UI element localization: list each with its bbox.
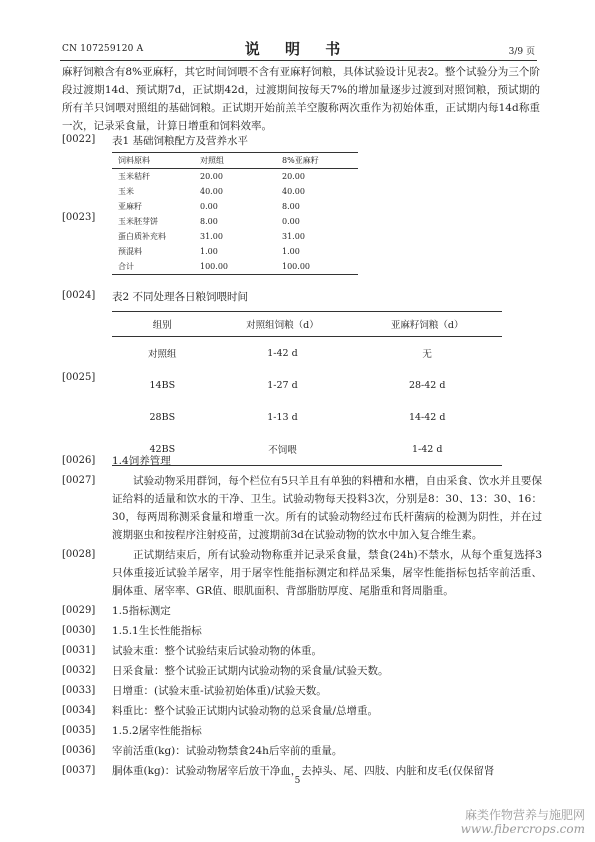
table1-cell: 0.00 <box>200 202 218 211</box>
table2-cell: 28BS <box>149 411 176 423</box>
paragraph-tag: [0026] <box>62 455 96 466</box>
paragraph-tag: [0029] <box>62 605 96 616</box>
paragraph <box>62 742 542 760</box>
paragraph-tag: [0024] <box>62 290 96 301</box>
table1-row <box>112 169 358 185</box>
watermark <box>461 808 585 836</box>
table2-cell: 不饲喂 <box>213 433 353 466</box>
paragraph <box>62 602 542 620</box>
table2 <box>112 311 502 466</box>
table1-header-cell: 饲料原料 <box>112 153 194 169</box>
table1-cell: 100.00 <box>276 259 358 275</box>
paragraph-tag: [0034] <box>62 705 96 716</box>
table1-row <box>112 199 358 214</box>
paragraph-text: 正试期结束后，所有试验动物称重并记录采食量，禁食(24h)不禁水，从每个重复选择3只体重接近试验羊屠宰，用于屠宰性能指标测定和样品采集，屠宰性能指标包括宰前活重、胴体重、屠宰率、GR值、眼肌面积、背部脂肪厚度、尾脂重和肾周脂重。 <box>112 549 542 597</box>
paragraph-tag: [0028] <box>62 549 96 560</box>
paragraph-text: 1.5指标测定 <box>112 605 171 617</box>
document-title: 说 明 书 <box>244 40 351 58</box>
table2-row <box>112 401 502 433</box>
table1-cell: 0.00 <box>282 217 300 226</box>
paragraph-tag: [0031] <box>62 645 96 656</box>
paragraph-tag: [0033] <box>62 685 96 696</box>
table1-row <box>112 214 358 229</box>
paragraph-tag: [0025] <box>62 372 96 383</box>
paragraph <box>62 642 542 660</box>
paragraph-tag: [0023] <box>62 212 96 223</box>
table2-cell: 对照组 <box>148 349 177 360</box>
watermark-title: 麻类作物营养与施肥网 <box>464 808 585 822</box>
table1-row <box>112 184 358 199</box>
paragraph-text: 1.5.2屠宰性能指标 <box>112 725 202 737</box>
paragraph-text: 胴体重(kg)：试验动物屠宰后放干净血，去掉头、尾、四肢、内脏和皮毛(仅保留肾 <box>112 765 495 777</box>
paragraph-text: 试验动物采用群饲，每个栏位有5只羊且有单独的料槽和水槽，自由采食、饮水并且要保证给料的适量和饮水的干净、卫生。试验动物每天投料3次，分别是8：30、13：30、16：30，每两周称测采食量和增重一次。所有的试验动物经过布氏杆菌病的检测为阴性，并在过渡期驱虫和按程序注射疫苗，过渡期前3d在试验动物的饮水中加入复合维生素。 <box>112 475 542 541</box>
paragraph <box>62 702 542 720</box>
paragraph-tag: [0027] <box>62 475 96 486</box>
table1-header-cell: 8%亚麻籽 <box>276 153 358 169</box>
table1-cell: 20.00 <box>200 172 223 181</box>
paragraph-tag: [0035] <box>62 725 96 736</box>
table1-cell: 100.00 <box>194 259 276 275</box>
table1-cell: 玉米秸秆 <box>118 172 150 181</box>
table1-cell: 预混料 <box>118 247 142 256</box>
body-paragraphs <box>62 452 542 780</box>
paragraph-tag: [0032] <box>62 665 96 676</box>
paragraph-tag: [0030] <box>62 625 96 636</box>
table2-header-cell: 对照组饲粮（d） <box>213 312 353 337</box>
paragraph-tag: [0036] <box>62 745 96 756</box>
table1-header-cell: 对照组 <box>194 153 276 169</box>
table2-cell: 1-27 d <box>267 379 298 391</box>
table2-cell: 14BS <box>149 379 176 391</box>
table2-header-cell: 组别 <box>112 312 213 337</box>
paragraph <box>62 622 542 640</box>
table1-cell: 31.00 <box>200 232 223 241</box>
paragraph-text: 1.5.1生长性能指标 <box>112 625 202 637</box>
paragraph <box>62 546 542 600</box>
page-number: 5 <box>294 776 301 786</box>
table1-cell: 40.00 <box>282 187 305 196</box>
table2-cell: 1-42 d <box>267 347 298 359</box>
table1-cell: 亚麻籽 <box>118 202 142 211</box>
paragraph <box>62 722 542 740</box>
table1-cell: 合计 <box>112 259 194 275</box>
paragraph-text: 日增重：(试验末重-试验初始体重)/试验天数。 <box>112 685 327 697</box>
table1-row <box>112 259 358 275</box>
paragraph-tag: [0022] <box>62 134 96 145</box>
table2-header-cell: 亚麻籽饲粮（d） <box>352 312 502 337</box>
paragraph-text: 料重比：整个试验正试期内试验动物的总采食量/总增重。 <box>112 705 379 717</box>
table1-header-row <box>112 153 358 169</box>
table1-cell: 1.00 <box>200 247 218 256</box>
paragraph-text: 日采食量：整个试验正试期内试验动物的采食量/试验天数。 <box>112 665 389 677</box>
table1-cell: 8.00 <box>200 217 218 226</box>
paragraph-text: 试验末重：整个试验结束后试验动物的体重。 <box>112 645 322 657</box>
table1-row <box>112 229 358 244</box>
table1-cell: 1.00 <box>282 247 300 256</box>
document-number: CN 107259120 A <box>62 44 144 54</box>
table2-row <box>112 369 502 401</box>
table2-row <box>112 337 502 370</box>
table2-cell: 1-13 d <box>267 411 298 423</box>
paragraph <box>62 472 542 544</box>
page-info: 3/9 页 <box>508 47 535 57</box>
table1-cell: 31.00 <box>282 232 305 241</box>
table2-cell: 42BS <box>112 433 213 466</box>
table1-cell: 20.00 <box>282 172 305 181</box>
table2-cell: 28-42 d <box>408 379 446 391</box>
header-divider <box>60 60 537 61</box>
paragraph-text: 宰前活重(kg)：试验动物禁食24h后宰前的重量。 <box>112 745 343 757</box>
table1 <box>112 152 358 275</box>
table1-caption: 表1 基础饲粮配方及营养水平 <box>112 135 249 147</box>
table2-cell: 无 <box>422 349 432 360</box>
paragraph-tag: [0037] <box>62 765 96 776</box>
table2-cell: 14-42 d <box>408 411 446 423</box>
table1-cell: 玉米胚芽饼 <box>118 217 158 226</box>
table2-header-row <box>112 312 502 337</box>
paragraph-text: 1.4饲养管理 <box>112 455 171 467</box>
table1-cell: 8.00 <box>282 202 300 211</box>
table2-cell: 1-42 d <box>352 433 502 466</box>
table1-cell: 玉米 <box>118 187 134 196</box>
table1-cell: 40.00 <box>200 187 223 196</box>
table1-cell: 蛋白质补充料 <box>118 232 166 241</box>
paragraph <box>62 682 542 700</box>
paragraph <box>62 662 542 680</box>
table1-row <box>112 244 358 259</box>
paragraph <box>62 452 542 470</box>
intro-paragraph: 麻籽饲粮含有8%亚麻籽，其它时间饲喂不含有亚麻籽饲粮，具体试验设计见表2。整个试验分为三个阶段过渡期14d、预试期7d，正试期42d，过渡期间按每天7%的增加量逐步过渡到对照饲粮，预试期的所有羊只饲喂对照组的基础饲粮。正试期开始前羔羊空腹称两次重作为初始体重，正试期内每14d称重一次，记录采食量，计算日增重和饲料效率。 <box>62 66 540 132</box>
watermark-url: www.fibercrops.com <box>460 822 585 836</box>
table2-caption: 表2 不同处理各日粮饲喂时间 <box>112 291 249 303</box>
